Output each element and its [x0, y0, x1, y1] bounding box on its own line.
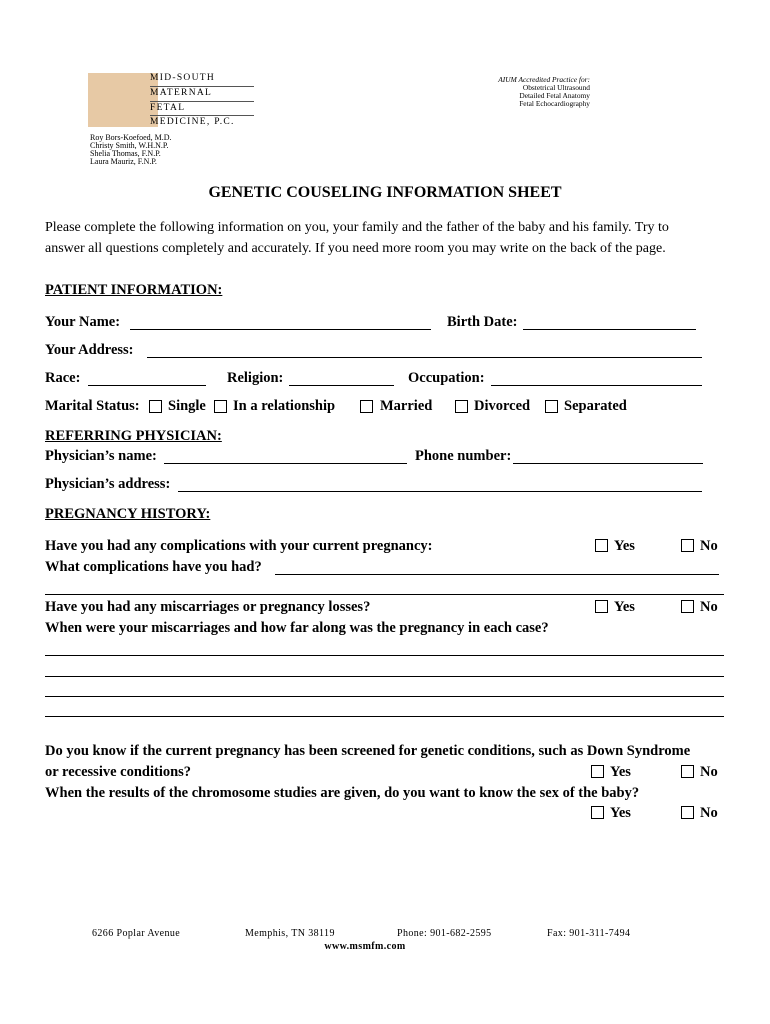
- staff-name: Christy Smith, W.H.N.P.: [90, 141, 169, 150]
- aium-heading: AIUM Accredited Practice for:: [498, 75, 590, 84]
- logo-divider: [150, 101, 254, 102]
- occupation-field[interactable]: [491, 385, 702, 386]
- divorced-option: Divorced: [474, 398, 531, 414]
- screening-question-cont: or recessive conditions?: [45, 764, 192, 780]
- footer-phone: Phone: 901-682-2595: [397, 928, 492, 939]
- page-title: GENETIC COUSELING INFORMATION SHEET: [208, 184, 562, 201]
- miscarriage-question: Have you had any miscarriages or pregnancy losses?: [45, 599, 371, 615]
- address-field[interactable]: [147, 357, 702, 358]
- birth-date-label: Birth Date:: [447, 314, 518, 330]
- name-field[interactable]: [130, 329, 431, 330]
- miscarriage-field[interactable]: [45, 676, 724, 677]
- miscarriage-field[interactable]: [45, 696, 724, 697]
- single-option: Single: [168, 398, 206, 414]
- separated-option: Separated: [564, 398, 627, 414]
- miscarriage-field[interactable]: [45, 716, 724, 717]
- aium-item: Fetal Echocardiography: [519, 99, 590, 108]
- complications-no-checkbox[interactable]: [681, 539, 694, 552]
- yes-label: Yes: [610, 764, 631, 780]
- marital-status-label: Marital Status:: [45, 398, 140, 414]
- screening-no-checkbox[interactable]: [681, 765, 694, 778]
- logo-line-3: FETAL: [150, 103, 186, 113]
- footer-website[interactable]: www.msmfm.com: [324, 941, 406, 952]
- no-label: No: [700, 538, 718, 554]
- physician-name-field[interactable]: [164, 463, 407, 464]
- footer-street: 6266 Poplar Avenue: [92, 928, 181, 939]
- married-option: Married: [380, 398, 433, 414]
- birth-date-field[interactable]: [523, 329, 696, 330]
- practice-logo: [88, 73, 158, 127]
- yes-label: Yes: [614, 599, 635, 615]
- address-label: Your Address:: [45, 342, 134, 358]
- logo-divider: [150, 86, 254, 87]
- no-label: No: [700, 599, 718, 615]
- patient-heading: PATIENT INFORMATION:: [45, 282, 223, 298]
- sex-no-checkbox[interactable]: [681, 806, 694, 819]
- physician-heading: REFERRING PHYSICIAN:: [45, 428, 222, 444]
- single-checkbox[interactable]: [149, 400, 162, 413]
- phone-number-field[interactable]: [513, 463, 703, 464]
- race-label: Race:: [45, 370, 81, 386]
- intro-line-1: Please complete the following information on you, your family and the father of the baby and his family. Try to: [45, 220, 669, 235]
- separated-checkbox[interactable]: [545, 400, 558, 413]
- complications-field[interactable]: [275, 574, 719, 575]
- complications-detail-question: What complications have you had?: [45, 559, 262, 575]
- complications-yes-checkbox[interactable]: [595, 539, 608, 552]
- logo-divider: [150, 115, 254, 116]
- physician-address-label: Physician’s address:: [45, 476, 171, 492]
- sex-question: When the results of the chromosome studies are given, do you want to know the sex of the baby?: [45, 785, 640, 801]
- miscarriage-field[interactable]: [45, 655, 724, 656]
- logo-line-4: MEDICINE, P.C.: [150, 117, 235, 127]
- screening-yes-checkbox[interactable]: [591, 765, 604, 778]
- miscarriage-yes-checkbox[interactable]: [595, 600, 608, 613]
- screening-question: Do you know if the current pregnancy has been screened for genetic conditions, such as Down Syndrome: [45, 743, 691, 759]
- staff-name: Roy Bors-Koefoed, M.D.: [90, 133, 172, 142]
- religion-field[interactable]: [289, 385, 394, 386]
- occupation-label: Occupation:: [408, 370, 485, 386]
- miscarriage-detail-question: When were your miscarriages and how far along was the pregnancy in each case?: [45, 620, 549, 636]
- divorced-checkbox[interactable]: [455, 400, 468, 413]
- miscarriage-no-checkbox[interactable]: [681, 600, 694, 613]
- race-field[interactable]: [88, 385, 206, 386]
- relationship-checkbox[interactable]: [214, 400, 227, 413]
- intro-line-2: answer all questions completely and accurately. If you need more room you may write on the back of the page.: [45, 241, 666, 256]
- married-checkbox[interactable]: [360, 400, 373, 413]
- name-label: Your Name:: [45, 314, 121, 330]
- aium-item: Detailed Fetal Anatomy: [519, 91, 590, 100]
- no-label: No: [700, 805, 718, 821]
- staff-name: Laura Mauriz, F.N.P.: [90, 157, 157, 166]
- footer-city: Memphis, TN 38119: [245, 928, 335, 939]
- footer-fax: Fax: 901-311-7494: [547, 928, 631, 939]
- physician-address-field[interactable]: [178, 491, 702, 492]
- sex-yes-checkbox[interactable]: [591, 806, 604, 819]
- no-label: No: [700, 764, 718, 780]
- physician-name-label: Physician’s name:: [45, 448, 157, 464]
- complications-field-extra[interactable]: [45, 594, 724, 595]
- logo-line-1: MID-SOUTH: [150, 73, 216, 83]
- relationship-option: In a relationship: [233, 398, 336, 414]
- staff-name: Shelia Thomas, F.N.P.: [90, 149, 161, 158]
- complications-question: Have you had any complications with your current pregnancy:: [45, 538, 433, 554]
- pregnancy-heading: PREGNANCY HISTORY:: [45, 506, 211, 522]
- aium-item: Obstetrical Ultrasound: [522, 83, 590, 92]
- religion-label: Religion:: [227, 370, 284, 386]
- yes-label: Yes: [610, 805, 631, 821]
- yes-label: Yes: [614, 538, 635, 554]
- phone-number-label: Phone number:: [415, 448, 512, 464]
- logo-line-2: MATERNAL: [150, 88, 213, 98]
